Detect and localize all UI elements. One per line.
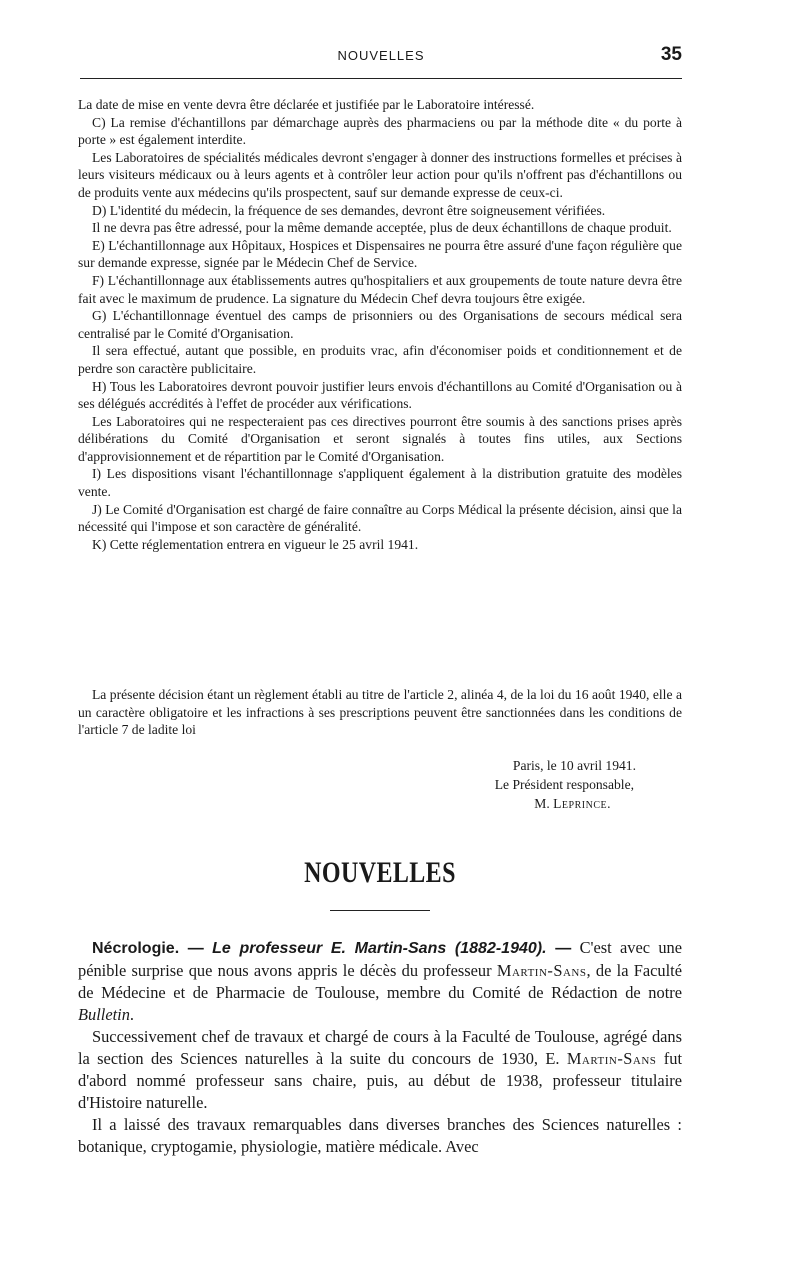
text-run: fut d'abord nommé professeur sans chaire, puis, au début de 1938, professeur titulaire d'Histoire naturelle. bbox=[78, 1049, 682, 1112]
necrology-text bbox=[78, 937, 682, 1158]
paragraph bbox=[78, 1026, 682, 1114]
signature-role: Le Président responsable, bbox=[494, 777, 634, 792]
text-run: . bbox=[129, 1005, 135, 1024]
title-rule bbox=[330, 910, 430, 911]
running-header bbox=[80, 44, 682, 79]
signature-surname: Leprince. bbox=[553, 796, 611, 811]
section-title: NOUVELLES bbox=[304, 856, 456, 889]
paragraph: Il sera effectué, autant que possible, en produits vrac, afin d'économiser poids et conditionnement et de perdre son caractère publicitaire. bbox=[78, 343, 682, 376]
paragraph: Les Laboratoires qui ne respecteraient pas ces directives pourront être soumis à des sanctions prises après délibérations du Comité d'Organisation et seront signalés à toutes fins utiles, aux Sections d'approvisionnement et de répartition par le Comité d'Organisation. bbox=[78, 413, 682, 464]
necrology-heading: Nécrologie. — bbox=[92, 940, 204, 957]
paragraph bbox=[78, 937, 682, 1026]
signature-date: Paris, le 10 avril 1941. bbox=[512, 758, 636, 773]
text-run: Successivement chef de travaux et chargé de cours à la Faculté de Toulouse, agrégé dans la section des Sciences naturelles à la suite du concours de 1930, E. bbox=[78, 1027, 682, 1068]
signature-name bbox=[78, 795, 611, 813]
paragraph: G) L'échantillonnage éventuel des camps de prisonniers ou des Organisations de secours médical sera centralisé par le Comité d'Organisation. bbox=[78, 308, 682, 341]
necrology-subject: Le professeur E. Martin-Sans (1882-1940). bbox=[212, 940, 547, 957]
paragraph: F) L'échantillonnage aux établissements autres qu'hospitaliers et aux groupements de toute nature devra être fait avec le maximum de prudence. La signature du Médecin Chef devra toujours être exigée. bbox=[78, 272, 682, 306]
paragraph: Il ne devra pas être adressé, pour la même demande acceptée, plus de deux échantillons de chaque produit. bbox=[92, 220, 672, 236]
paragraph: J) Le Comité d'Organisation est chargé de faire connaître au Corps Médical la présente décision, ainsi que la nécessité qui l'impose et son caractère de généralité. bbox=[78, 501, 682, 535]
text-run: , de la Faculté de Médecine et de Pharmacie de Toulouse, membre du Comité de Rédaction de notre bbox=[78, 961, 682, 1002]
running-title: NOUVELLES bbox=[337, 48, 425, 63]
paragraph: H) Tous les Laboratoires devront pouvoir justifier leurs envois d'échantillons au Comité d'Organisation ou à ses délégués accrédités à l'effet de procéder aux vérifications. bbox=[78, 378, 682, 412]
paragraph: C) La remise d'échantillons par démarchage auprès des pharmaciens ou par la méthode dite « du porte à porte » est également interdite. bbox=[78, 114, 682, 148]
text-run: C'est avec une pénible surprise que nous avons appris le décès du professeur bbox=[78, 938, 683, 980]
decision-text bbox=[78, 96, 682, 553]
paragraph: La présente décision étant un règlement établi au titre de l'article 2, alinéa 4, de la loi du 16 août 1940, elle a un caractère obligatoire et les infractions à ses prescriptions peuvent être sanctionnées dans les conditions de l'article 7 de ladite loi bbox=[78, 687, 682, 738]
paragraph: K) Cette réglementation entrera en vigueur le 25 avril 1941. bbox=[92, 536, 419, 552]
paragraph: E) L'échantillonnage aux Hôpitaux, Hospices et Dispensaires ne pourra être assuré d'une façon régulière que sur demande expresse, signée par le Médecin Chef de Service. bbox=[78, 237, 682, 271]
paragraph: I) Les dispositions visant l'échantillonnage s'appliquent également à la distribution gratuite des modèles vente. bbox=[78, 466, 682, 500]
paragraph: Il a laissé des travaux remarquables dans diverses branches des Sciences naturelles : botanique, cryptogamie, physiologie, matière médicale. Avec bbox=[78, 1115, 682, 1156]
paragraph: D) L'identité du médecin, la fréquence de ses demandes, devront être soigneusement vérifiées. bbox=[92, 202, 606, 218]
person-name: Martin-Sans bbox=[566, 1049, 657, 1068]
page-number: 35 bbox=[660, 44, 682, 65]
paragraph: La date de mise en vente devra être déclarée et justifiée par le Laboratoire intéressé. bbox=[78, 97, 535, 112]
heading-dash: — bbox=[546, 940, 572, 957]
decision-conclusion bbox=[78, 686, 682, 739]
paragraph: Les Laboratoires de spécialités médicales devront s'engager à donner des instructions formelles et précises à leurs visiteurs médicaux ou à leurs agents et à contrôler leur action pour qu'ils n'offrent pas d'échantillons ou de produits vente aux médecins qu'ils prospectent, sauf sur demande expresse de ceux-ci. bbox=[78, 149, 682, 200]
person-name: Martin-Sans bbox=[496, 961, 587, 980]
journal-name: Bulletin bbox=[78, 1005, 130, 1024]
signature-initial: M. bbox=[534, 796, 554, 811]
